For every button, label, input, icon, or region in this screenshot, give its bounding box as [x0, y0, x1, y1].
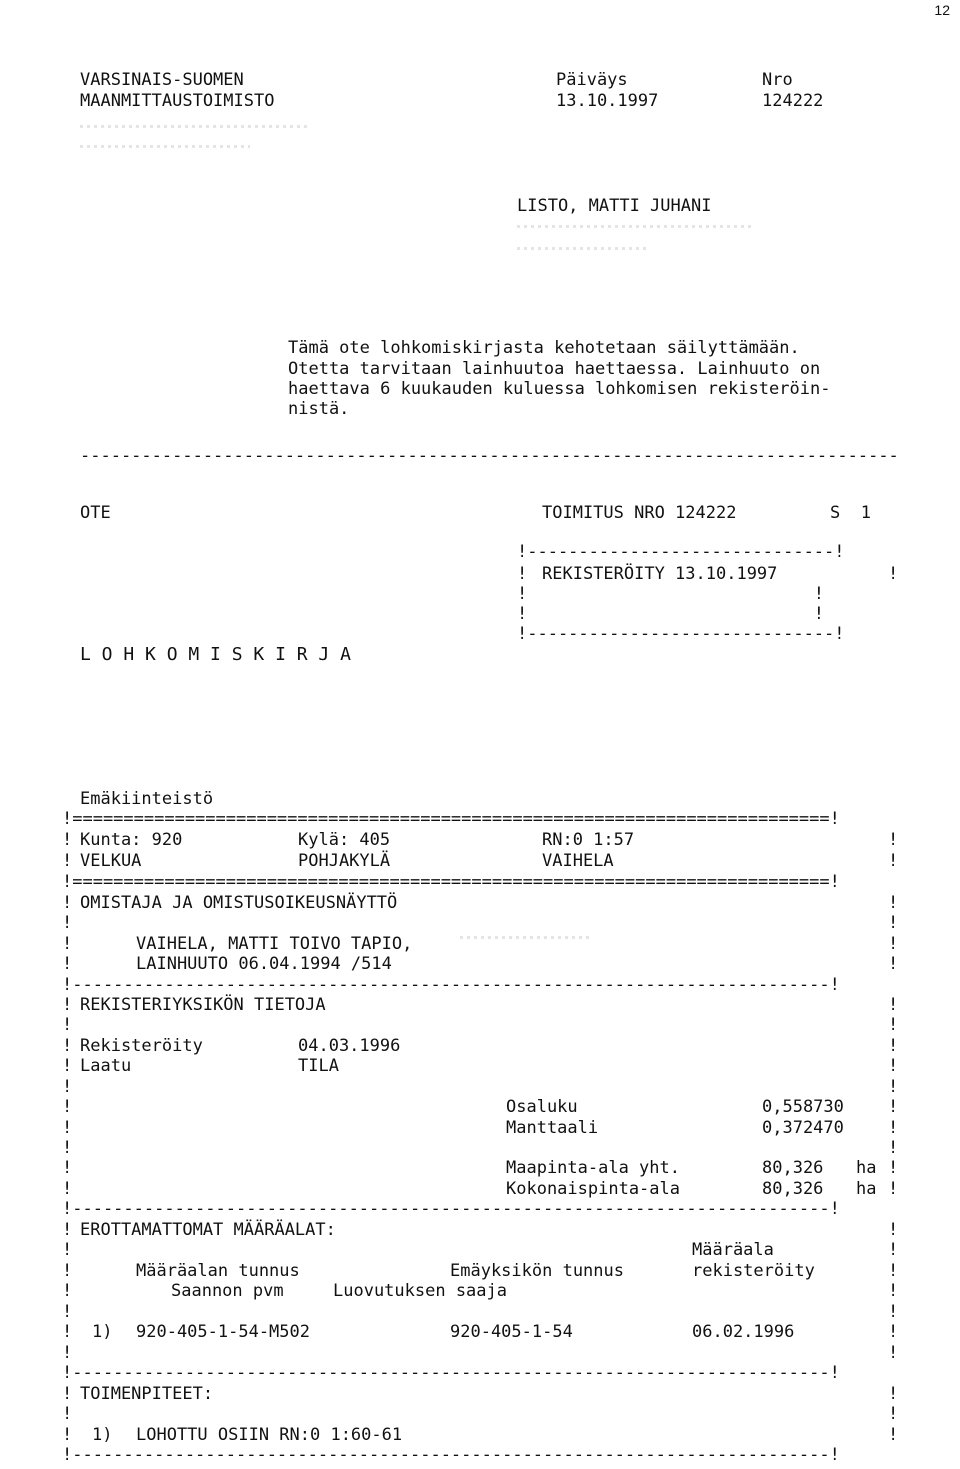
row-bang: ! — [888, 1384, 899, 1404]
row-bang: ! — [888, 1036, 899, 1056]
nro-value: 124222 — [762, 91, 824, 111]
row-bang: ! — [62, 1097, 73, 1117]
row-bang: ! — [62, 1077, 73, 1097]
dash-rule: !--------------------------------------------------------------------------! — [62, 1199, 840, 1219]
row-bang: ! — [888, 830, 899, 850]
actions-heading: TOIMENPITEET: — [80, 1384, 214, 1404]
document-title: L O H K O M I S K I R J A — [80, 644, 351, 665]
col-saannon: Saannon pvm — [171, 1281, 284, 1301]
row-bang: ! — [62, 913, 73, 933]
row-bang: ! — [888, 1056, 899, 1076]
sheet-number: S 1 — [830, 503, 871, 523]
notice-line-1: Tämä ote lohkomiskirjasta kehotetaan säilyttämään. — [288, 338, 800, 358]
toimitus-number: TOIMITUS NRO 124222 — [542, 503, 737, 523]
row-bang: ! — [62, 1404, 73, 1424]
kunta-name: VELKUA — [80, 851, 142, 871]
double-rule: !==========================================================================! — [62, 872, 840, 892]
row-bang: ! — [888, 1302, 899, 1322]
stamp-box-bottom: !------------------------------! — [517, 624, 845, 644]
row-bang: ! — [62, 1240, 73, 1260]
redacted-smudge — [80, 125, 310, 128]
row-bang: ! — [888, 1261, 899, 1281]
row-bang: ! — [62, 893, 73, 913]
osaluku-value: 0,558730 — [762, 1097, 844, 1117]
row-bang: ! — [62, 830, 73, 850]
redacted-smudge — [517, 225, 752, 228]
row-bang: ! — [62, 1138, 73, 1158]
row-bang: ! — [888, 851, 899, 871]
kunta-code: Kunta: 920 — [80, 830, 183, 850]
osaluku-label: Osaluku — [506, 1097, 578, 1117]
row-bang: ! — [888, 1322, 899, 1342]
action-row-index: 1) — [92, 1425, 113, 1445]
office-line-2: MAANMITTAUSTOIMISTO — [80, 91, 275, 111]
stamp-box-bang-left: ! — [517, 564, 528, 584]
col-rekisteroity: rekisteröity — [692, 1261, 815, 1281]
row-bang: ! — [888, 913, 899, 933]
kyla-code: Kylä: 405 — [298, 830, 391, 850]
parcel-row-index: 1) — [92, 1322, 113, 1342]
row-bang: ! — [62, 1261, 73, 1281]
parcel-row-date: 06.02.1996 — [692, 1322, 795, 1342]
stamp-box-top: !------------------------------! — [517, 542, 845, 562]
parcel-row-emayksikko: 920-405-1-54 — [450, 1322, 573, 1342]
office-line-1: VARSINAIS-SUOMEN — [80, 70, 244, 90]
row-bang: ! — [62, 1015, 73, 1035]
row-bang: ! — [888, 934, 899, 954]
row-bang: ! — [888, 1281, 899, 1301]
row-bang: ! — [888, 1097, 899, 1117]
row-bang: ! — [62, 851, 73, 871]
row-bang: ! — [62, 995, 73, 1015]
row-bang: ! — [62, 1425, 73, 1445]
parent-section-heading: Emäkiinteistö — [80, 789, 214, 809]
maapinta-value: 80,326 — [762, 1158, 824, 1178]
recipient-name: LISTO, MATTI JUHANI — [517, 196, 712, 216]
stamp-box-bang-right: ! — [888, 564, 899, 584]
redacted-smudge — [517, 247, 647, 250]
owner-name: VAIHELA, MATTI TOIVO TAPIO, — [136, 934, 413, 954]
nro-label: Nro — [762, 70, 793, 90]
row-bang: ! — [888, 1077, 899, 1097]
row-bang: ! — [888, 1404, 899, 1424]
rn-name: VAIHELA — [542, 851, 614, 871]
row-bang: ! — [62, 954, 73, 974]
owner-heading: OMISTAJA JA OMISTUSOIKEUSNÄYTTÖ — [80, 893, 398, 913]
redacted-smudge — [460, 936, 590, 939]
notice-line-2: Otetta tarvitaan lainhuutoa haettaessa. Lainhuuto on — [288, 359, 821, 379]
kokonais-label: Kokonaispinta-ala — [506, 1179, 680, 1199]
row-bang: ! — [888, 893, 899, 913]
parcels-heading: EROTTAMATTOMAT MÄÄRÄALAT: — [80, 1220, 336, 1240]
row-bang: ! — [62, 1036, 73, 1056]
col-tunnus: Määräalan tunnus — [136, 1261, 300, 1281]
manttaali-value: 0,372470 — [762, 1118, 844, 1138]
dash-rule: !--------------------------------------------------------------------------! — [62, 1363, 840, 1383]
rekisteroity-value: 04.03.1996 — [298, 1036, 401, 1056]
row-bang: ! — [888, 995, 899, 1015]
row-bang: ! — [888, 954, 899, 974]
parcel-row-tunnus: 920-405-1-54-M502 — [136, 1322, 310, 1342]
col-emayksikko: Emäyksikön tunnus — [450, 1261, 624, 1281]
row-bang: ! — [888, 1158, 899, 1178]
row-bang: ! — [888, 1015, 899, 1035]
date-label: Päiväys — [556, 70, 628, 90]
stamp-box-side: ! ! — [517, 604, 825, 624]
row-bang: ! — [888, 1118, 899, 1138]
row-bang: ! — [888, 1220, 899, 1240]
row-bang: ! — [888, 1138, 899, 1158]
registered-stamp: REKISTERÖITY 13.10.1997 — [542, 564, 778, 584]
manttaali-label: Manttaali — [506, 1118, 599, 1138]
row-bang: ! — [62, 1322, 73, 1342]
row-bang: ! — [62, 1302, 73, 1322]
laatu-value: TILA — [298, 1056, 339, 1076]
notice-line-4: nistä. — [288, 399, 350, 419]
page-number: 12 — [934, 2, 950, 18]
row-bang: ! — [62, 1220, 73, 1240]
row-bang: ! — [62, 1384, 73, 1404]
row-bang: ! — [62, 1158, 73, 1178]
row-bang: ! — [62, 1056, 73, 1076]
dashed-separator: -------------------------------------------------------------------------------- — [80, 446, 899, 466]
maapinta-unit: ha — [856, 1158, 877, 1178]
double-rule: !==========================================================================! — [62, 809, 840, 829]
row-bang: ! — [62, 1118, 73, 1138]
row-bang: ! — [62, 1343, 73, 1363]
kokonais-unit: ha — [856, 1179, 877, 1199]
redacted-smudge — [80, 145, 250, 148]
stamp-box-side: ! ! — [517, 584, 825, 604]
kyla-name: POHJAKYLÄ — [298, 851, 391, 871]
owner-lainhuuto: LAINHUUTO 06.04.1994 /514 — [136, 954, 392, 974]
row-bang: ! — [888, 1425, 899, 1445]
row-bang: ! — [62, 1281, 73, 1301]
row-bang: ! — [62, 934, 73, 954]
col-luovutus: Luovutuksen saaja — [333, 1281, 507, 1301]
row-bang: ! — [62, 1179, 73, 1199]
dash-rule: !--------------------------------------------------------------------------! — [62, 975, 840, 995]
rekisteroity-label: Rekisteröity — [80, 1036, 203, 1056]
action-row-text: LOHOTTU OSIIN RN:0 1:60-61 — [136, 1425, 403, 1445]
date-value: 13.10.1997 — [556, 91, 659, 111]
register-heading: REKISTERIYKSIKÖN TIETOJA — [80, 995, 326, 1015]
maapinta-label: Maapinta-ala yht. — [506, 1158, 680, 1178]
notice-line-3: haettava 6 kuukauden kuluessa lohkomisen rekisteröin- — [288, 379, 831, 399]
ote-label: OTE — [80, 503, 111, 523]
row-bang: ! — [888, 1240, 899, 1260]
kokonais-value: 80,326 — [762, 1179, 824, 1199]
row-bang: ! — [888, 1179, 899, 1199]
col-maaraala: Määräala — [692, 1240, 774, 1260]
dash-rule: !--------------------------------------------------------------------------! — [62, 1445, 840, 1465]
laatu-label: Laatu — [80, 1056, 132, 1076]
rn-code: RN:0 1:57 — [542, 830, 635, 850]
row-bang: ! — [888, 1343, 899, 1363]
